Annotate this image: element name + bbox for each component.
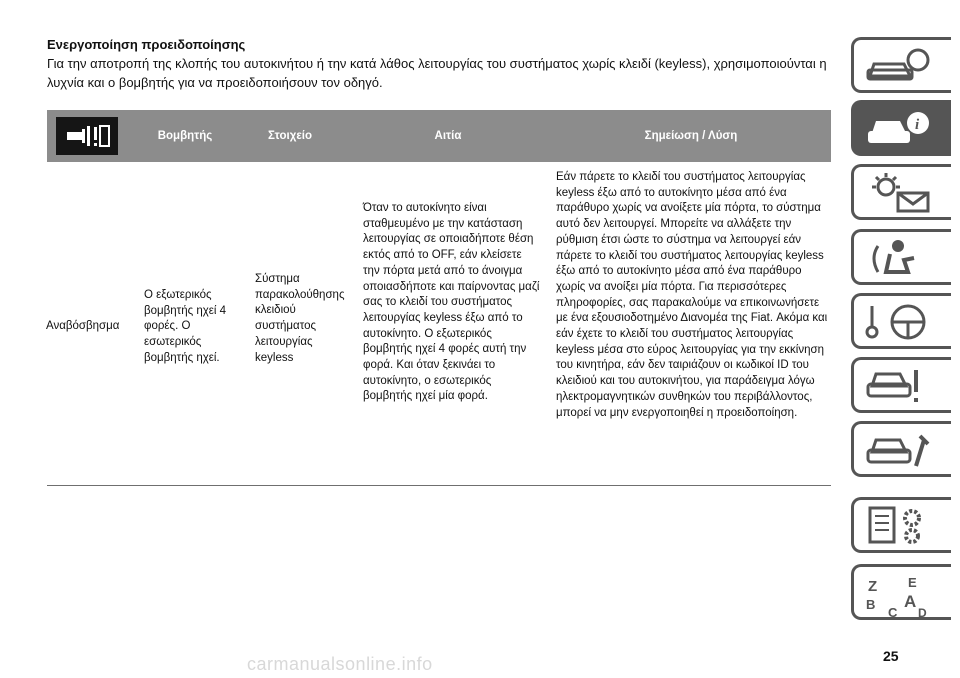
table-header — [47, 110, 831, 162]
table-bottom-rule — [47, 485, 831, 486]
tab-car-info[interactable] — [851, 37, 951, 93]
car-service-icon — [864, 430, 934, 470]
tab-index[interactable] — [851, 564, 951, 620]
car-info-active-icon — [864, 109, 934, 149]
svg-text:C: C — [888, 605, 898, 617]
header-cause: Αιτία — [434, 130, 462, 142]
tab-emergency[interactable] — [851, 357, 951, 413]
warning-light-icon — [56, 117, 118, 155]
header-note: Σημείωση / Λύση — [644, 130, 738, 142]
tab-technical-specs[interactable] — [851, 497, 951, 553]
svg-text:Z: Z — [868, 578, 878, 595]
specifications-gear-icon — [864, 506, 934, 546]
car-emergency-icon — [864, 366, 934, 406]
svg-text:D: D — [918, 606, 927, 617]
svg-text:B: B — [866, 597, 876, 612]
cell-item: Σύστημα παρακολούθησης κλειδιού συστήματος λειτουργίας keyless — [255, 273, 345, 364]
tab-maintenance[interactable] — [851, 421, 951, 477]
header-item: Στοιχείο — [267, 130, 313, 142]
index-letters-icon — [864, 573, 934, 617]
intro-paragraph: Για την αποτροπή της κλοπής του αυτοκινήτου ή την κατά λάθος λειτουργίας του συστήματος χωρίς κλειδί (keyless), χρησιμοποιούνται η λυχνία και ο βομβητής για να προειδοποιήσουν τον οδηγό. — [47, 56, 827, 90]
cell-cause: Όταν το αυτοκίνητο είναι σταθμευμένο με την κατάσταση λειτουργίας σε οποιαδήποτε θέση εκτός από το OFF, εάν κλείσετε την πόρτα μετά από το άνοιγμα οποιασδήποτε και παίρνοντας μαζί σας το κλειδί του συστήματος λειτουργίας keyless έξω από το αυτοκίνητο. Ο εξωτερικός βομβητής ηχεί 4 φορές αυτή την φορά. Και όταν ξεκινάει το αυτοκίνητο, ο εσωτερικός βομβητής ηχεί μία φορά. — [363, 202, 540, 403]
cell-warning: Αναβόσβησμα — [46, 320, 120, 332]
car-info-icon — [864, 46, 934, 86]
watermark: carmanualsonline.info — [247, 654, 433, 674]
svg-text:i: i — [915, 117, 920, 133]
svg-text:A: A — [904, 592, 917, 611]
cell-note: Εάν πάρετε το κλειδί του συστήματος λειτουργίας keyless έξω από το αυτοκίνητο μέσα από ένα παράθυρο χωρίς να ανοίξετε μία πόρτα, το σύστημα αυτό δεν λειτουργεί. Μπορείτε να αλλάξετε την ρύθμιση έτσι ώστε το σύστημα να λειτουργεί εάν πάρετε το κλειδί του συστήματος λειτουργίας keyless έξω από το αυτοκίνητο μέσα από ένα παράθυρο χωρίς να ανοίξει μία πόρτα. Για περισσότερες πληροφορίες, σας παρακαλούμε να επικοινωνήσετε με ένα εξουσιοδοτημένο Διανομέα της Fiat. Ακόμα και εάν έχετε το κλειδί του συστήματος λειτουργίας keyless μέσα στο εύρος λειτουργίας για την εκκίνηση του κινητήρα, εάν δεν ταιριάζουν οι κωδικοί ID του κλειδιού και του αυτοκινήτου, για παράδειγμα λόγω ηλεκτρομαγνητικών συνθηκών του περιβάλλοντος, μπορεί να μην ενεργοποιηθεί η προειδοποίηση. — [556, 171, 828, 419]
header-buzzer: Βομβητής — [157, 130, 213, 142]
svg-text:E: E — [908, 575, 917, 590]
tab-starting-driving[interactable] — [851, 293, 951, 349]
key-steering-wheel-icon — [864, 302, 934, 342]
tab-car-info-active[interactable] — [851, 100, 951, 156]
tab-warning-lights[interactable] — [851, 164, 951, 220]
tab-safety[interactable] — [851, 229, 951, 285]
cell-buzzer: Ο εξωτερικός βομβητής ηχεί 4 φορές. Ο εσωτερικός βομβητής ηχεί. — [144, 289, 227, 364]
warning-lights-message-icon — [864, 173, 934, 213]
page-number: 25 — [883, 648, 899, 664]
page-title: Ενεργοποίηση προειδοποίησης — [47, 37, 246, 52]
seat-airbag-icon — [864, 238, 934, 278]
